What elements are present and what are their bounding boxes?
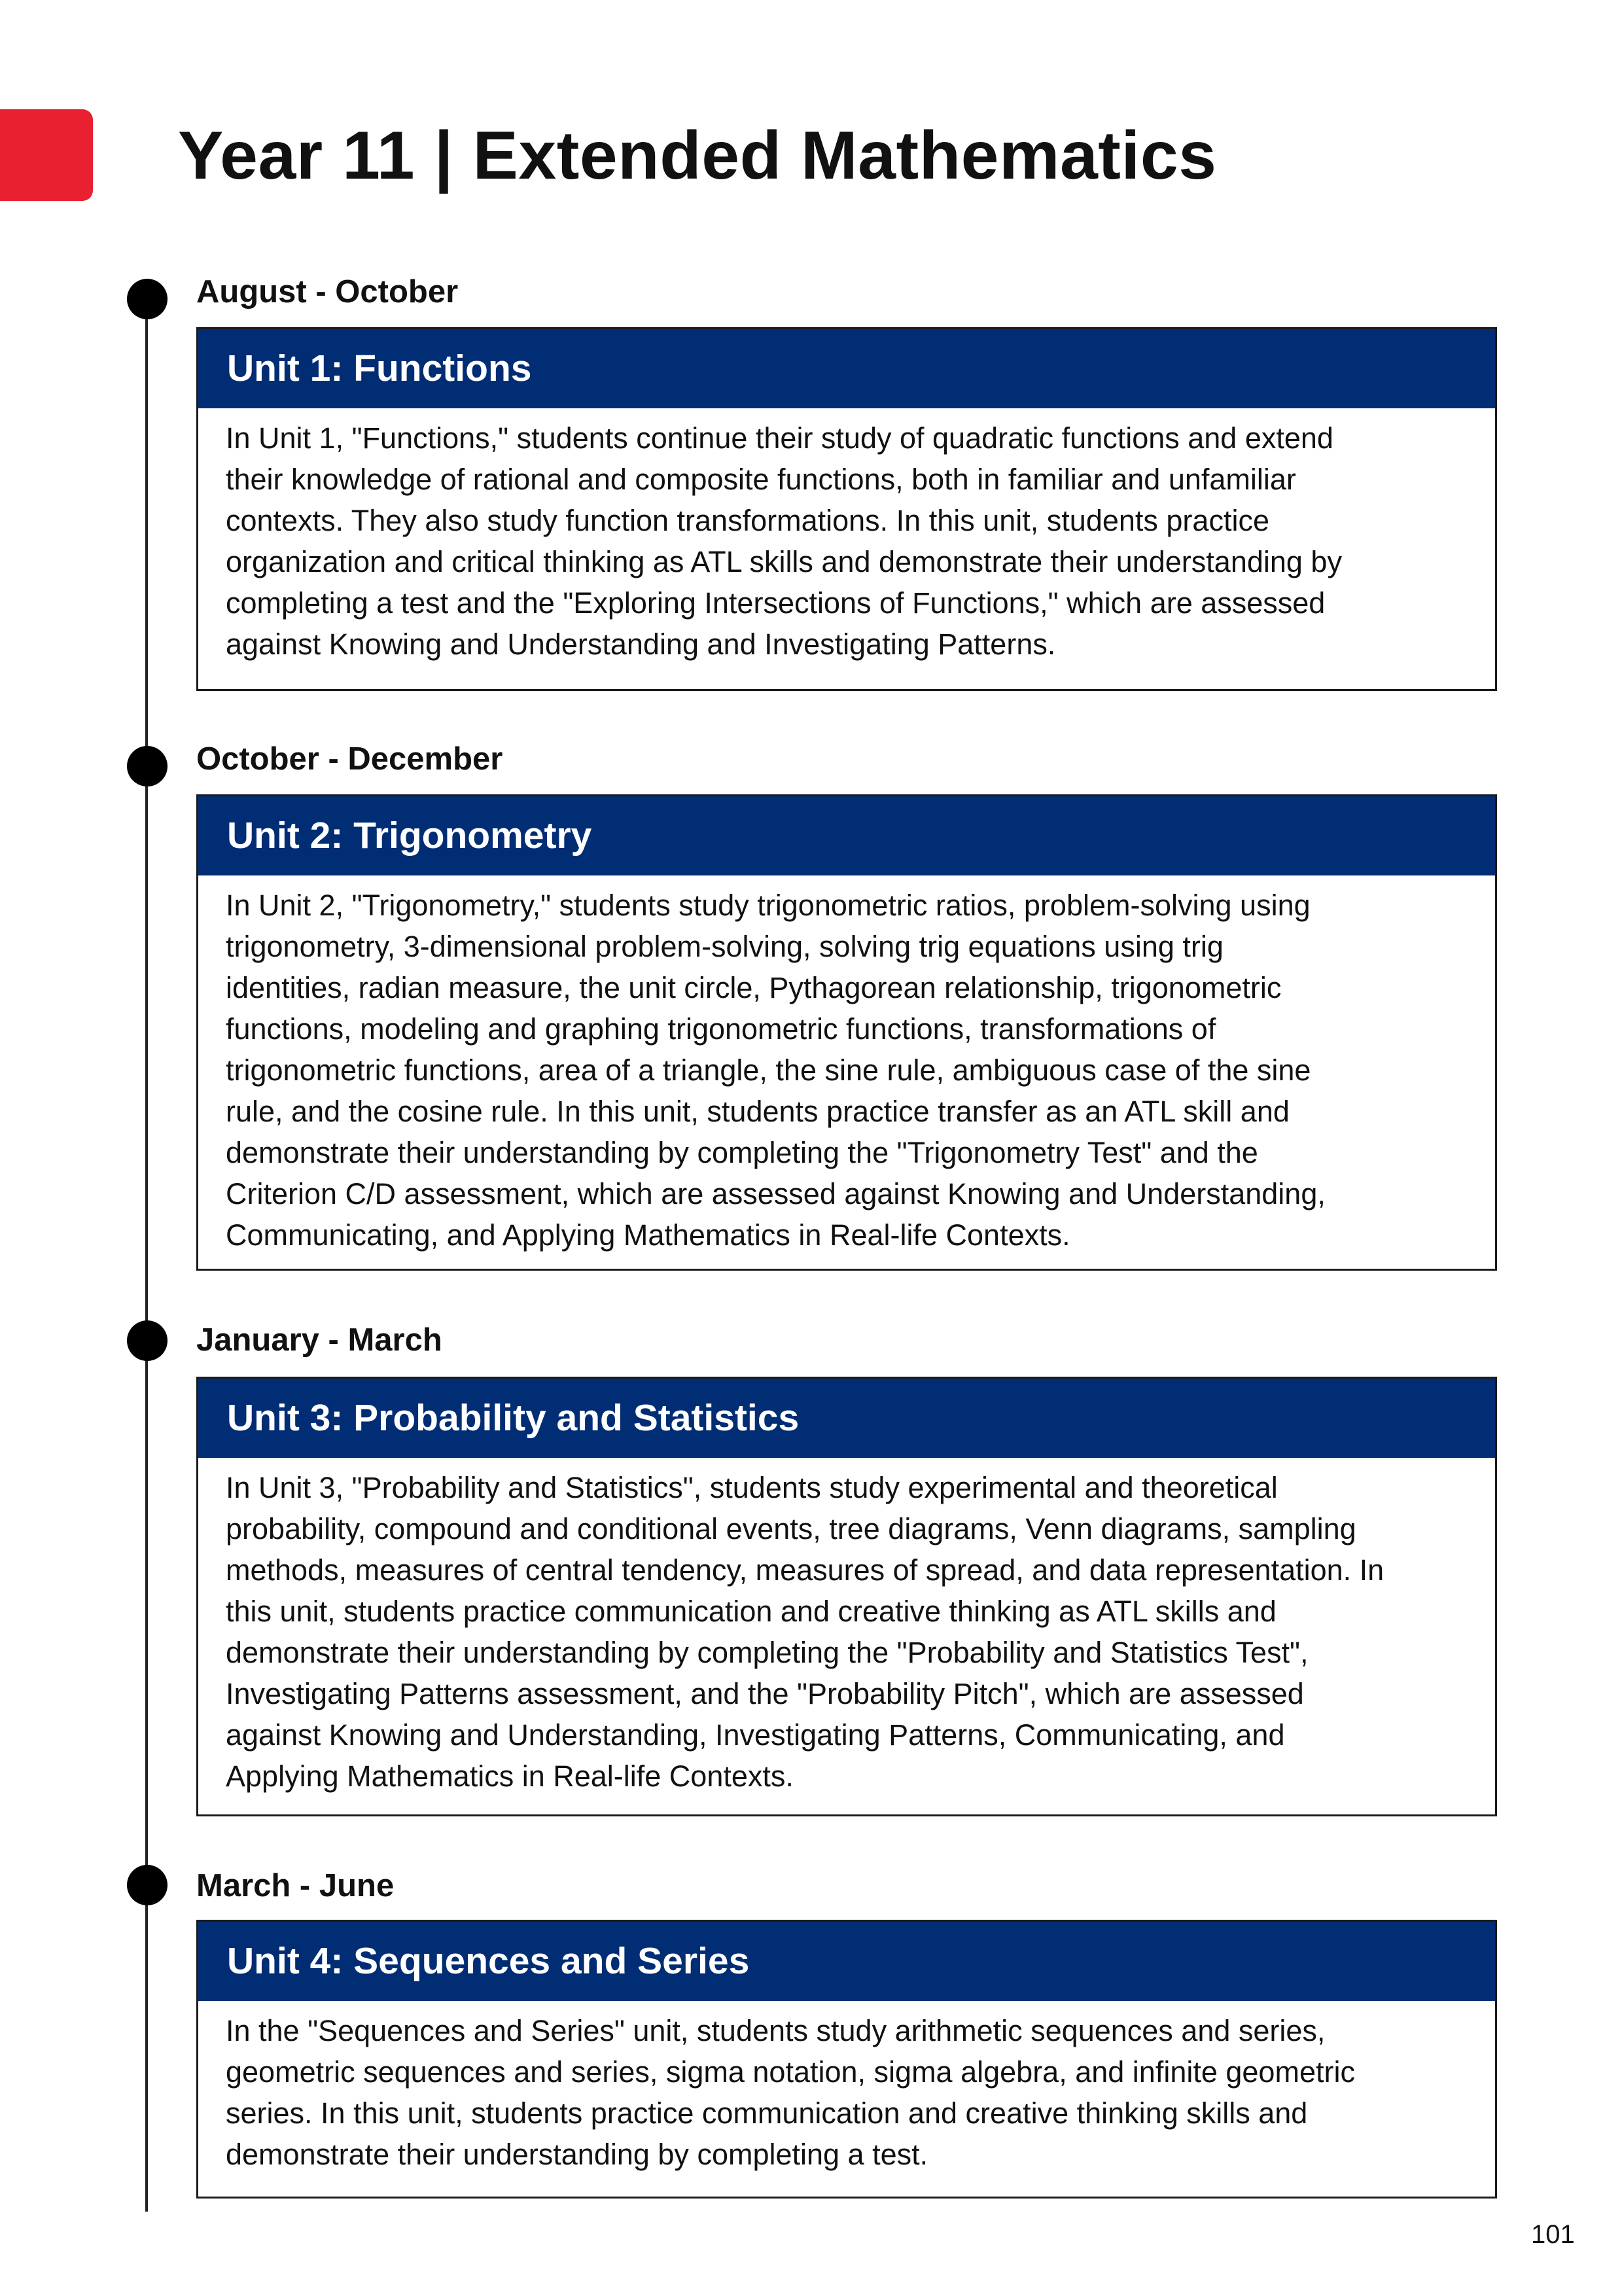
- timeline-dot: [127, 1320, 167, 1361]
- timeline-dot: [127, 279, 167, 319]
- unit-period: August - October: [196, 274, 459, 309]
- unit-title: Unit 2: Trigonometry: [198, 796, 1495, 875]
- unit-card: [196, 327, 1497, 691]
- unit-period: October - December: [196, 741, 503, 777]
- timeline-line: [145, 301, 148, 2212]
- unit-period: March - June: [196, 1868, 395, 1903]
- unit-period: January - March: [196, 1322, 442, 1358]
- unit-title: Unit 1: Functions: [198, 329, 1495, 408]
- page-title: Year 11 | Extended Mathematics: [178, 118, 1217, 194]
- unit-card: [196, 1377, 1497, 1816]
- timeline-dot: [127, 1865, 167, 1905]
- unit-description: In Unit 2, "Trigonometry," students study trigonometric ratios, problem-solving using trigonometry, 3-dimensional problem-solving, solving trig equations using trig identities, radian measure, the unit circle, Pythagorean relationship, trigonometric functions, modeling and graphing trigonometric functions, transformations of trigonometric functions, area of a triangle, the sine rule, ambiguous case of the sine rule, and the cosine rule. In this unit, students practice transfer as an ATL skill and demonstrate their understanding by completing the "Trigonometry Test" and the Criterion C/D assessment, which are assessed against Knowing and Understanding, Communicating, and Applying Mathematics in Real-life Contexts.: [226, 889, 1326, 1252]
- unit-card: [196, 1920, 1497, 2199]
- unit-description: In Unit 3, "Probability and Statistics", students study experimental and theoretical probability, compound and conditional events, tree diagrams, Venn diagrams, sampling methods, measures of central tendency, measures of spread, and data representation. In this unit, students practice communication and creative thinking as ATL skills and demonstrate their understanding by completing the "Probability and Statistics Test", Investigating Patterns assessment, and the "Probability Pitch", which are assessed against Knowing and Understanding, Investigating Patterns, Communicating, and Applying Mathematics in Real-life Contexts.: [226, 1471, 1384, 1793]
- page-number: 101: [1531, 2220, 1575, 2249]
- timeline-dot: [127, 746, 167, 786]
- unit-title: Unit 4: Sequences and Series: [198, 1922, 1495, 2001]
- unit-card: [196, 794, 1497, 1271]
- accent-tab: [0, 109, 93, 201]
- unit-description: In Unit 1, "Functions," students continue their study of quadratic functions and extend their knowledge of rational and composite functions, both in familiar and unfamiliar contexts. They also study function transformations. In this unit, students practice organization and critical thinking as ATL skills and demonstrate their understanding by completing a test and the "Exploring Intersections of Functions," which are assessed against Knowing and Understanding and Investigating Patterns.: [226, 421, 1342, 661]
- unit-title: Unit 3: Probability and Statistics: [198, 1379, 1495, 1458]
- unit-description: In the "Sequences and Series" unit, students study arithmetic sequences and series, geometric sequences and series, sigma notation, sigma algebra, and infinite geometric series. In this unit, students practice communication and creative thinking skills and demonstrate their understanding by completing a test.: [226, 2014, 1355, 2171]
